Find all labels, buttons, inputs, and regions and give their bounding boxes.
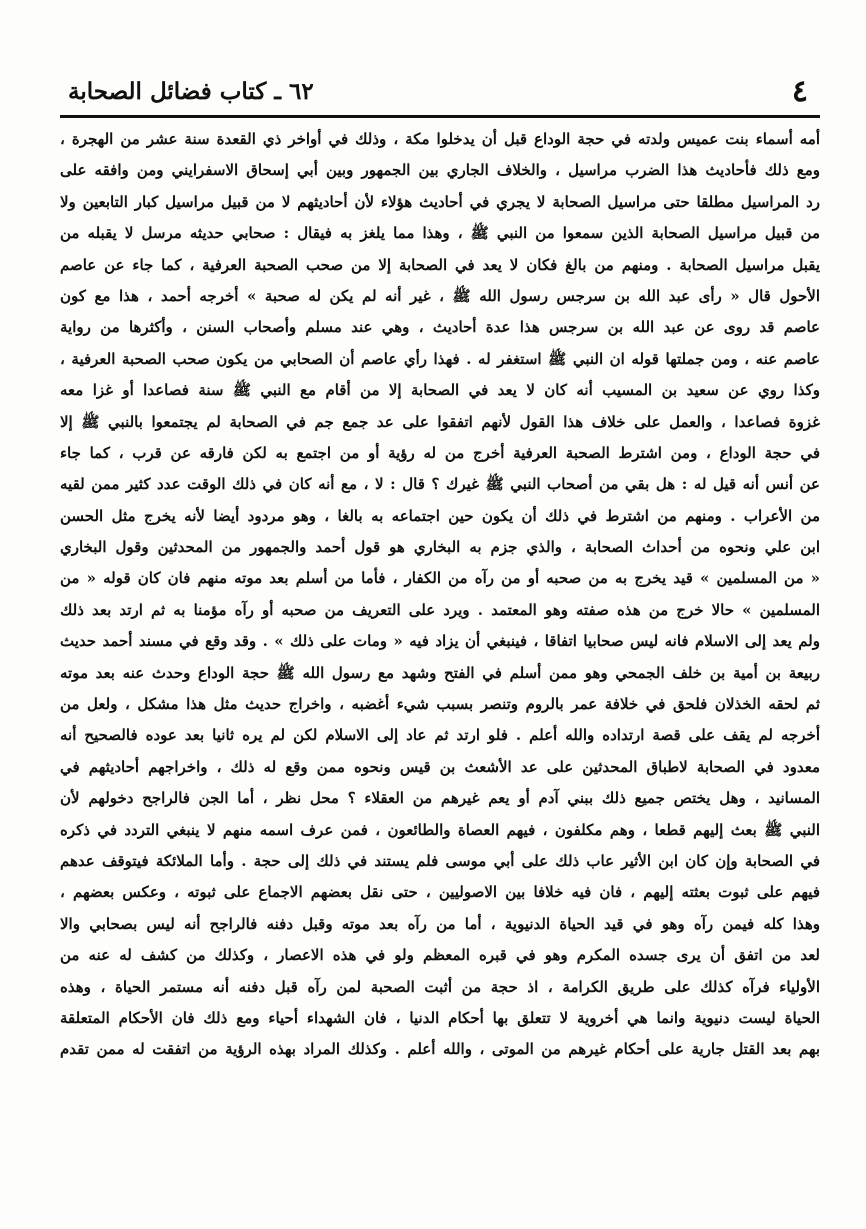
text-line: « من المسلمين » قيد يخرج به من صحبه أو من رآه من الكفار ، فأما من أسلم بعد موته منهم فان كان قوله « من — [60, 569, 820, 588]
text-line: أخرجه لم يقف على قصة ارتداده والله أعلم . فلو ارتد ثم عاد إلى الاسلام لكن لم يره ثانيا بعد عوده فالصحيح أنه — [60, 726, 820, 745]
page-header — [60, 72, 820, 112]
text-line: عن أنس أنه قيل له : هل بقي من أصحاب النبي ﷺ غيرك ؟ قال : لا ، مع أنه كان في ذلك الوقت عدد كثير ممن لقيه — [60, 475, 820, 494]
text-line: في حجة الوداع ، ومن اشترط الصحبة العرفية أخرج من له رؤية أو من اجتمع به لكن فارقه عن قرب ، كما جاء — [60, 443, 820, 462]
body-text — [60, 124, 820, 1066]
text-line: عاصم عنه ، ومن جملتها قوله ان النبي ﷺ استغفر له . فهذا رأي عاصم أن الصحابي من يكون صحب الصحبة العرفية ، — [60, 349, 820, 368]
text-line: ثم لحقه الخذلان فلحق في خلافة عمر بالروم وتنصر بسبب شيء أغضبه ، واخراج حديث مثل هذا مشكل ، ولعل من — [60, 695, 820, 714]
text-line: المسلمين » حالا خرج من هذه صفته وهو المعتمد . ويرد على التعريف من صحبه أو رآه مؤمنا به ثم ارتد بعد ذلك — [60, 600, 820, 619]
text-line: ومع ذلك فأحاديث هذا الضرب مراسيل ، والخلاف الجاري بين الجمهور وبين أبي إسحاق الاسفرايني ومن وافقه على — [60, 161, 820, 180]
text-line: رد المراسيل مطلقا حتى مراسيل الصحابة لا يجري في أحاديث هؤلاء لأن أحاديثهم لا من قبيل مراسيل كبار التابعين ولا — [60, 192, 820, 211]
text-line: الأحول قال « رأى عبد الله بن سرجس رسول الله ﷺ ، غير أنه لم يكن له صحبة » أخرجه أحمد ، هذا مع كون — [60, 286, 820, 305]
text-line: معدود في الصحابة لاطباق المحدثين على عد الأشعث بن قيس ونحوه ممن وقع له ذلك ، واخراجهم أحاديثهم في — [60, 757, 820, 776]
text-line: الأولياء فرآه كذلك على طريق الكرامة ، اذ حجة من أثبت الصحبة لمن رآه قبل دفنه أنه مستمر الحياة ، وهذه — [60, 977, 820, 996]
text-line: في الصحابة وإن كان ابن الأثير عاب ذلك على أبي موسى فلم يستند في ذلك إلى حجة . وأما الملائكة فيتوقف عدهم — [60, 851, 820, 870]
text-line: من الأعراب . ومنهم من اشترط في ذلك أن يكون حين اجتماعه به بالغا ، وهو مردود أيضا لأنه يخرج مثل الحسن — [60, 506, 820, 525]
text-line: عاصم قد روى عن عبد الله بن سرجس هذا عدة أحاديث ، وهي عند مسلم وأصحاب السنن ، وأكثرها من رواية — [60, 318, 820, 337]
text-line: غزوة فصاعدا ، والعمل على خلاف هذا القول لأنهم اتفقوا على عد جمع جم في الصحابة لم يجتمعوا بالنبي ﷺ إلا — [60, 412, 820, 431]
text-line: فيهم على ثبوت بعثته إليهم ، فان فيه خلافا بين الاصوليين ، حتى نقل بعضهم الاجماع على ثبوته ، وعكس بعضهم ، — [60, 883, 820, 902]
text-line: وهذا كله فيمن رآه وهو في قيد الحياة الدنيوية ، أما من رآه بعد موته وقبل دفنه فالراجح أنه ليس بصحابي والا — [60, 914, 820, 933]
text-line: وكذا روي عن سعيد بن المسيب أنه كان لا يعد في الصحابة إلا من أقام مع النبي ﷺ سنة فصاعدا أو غزا معه — [60, 381, 820, 400]
text-line: أمه أسماء بنت عميس ولدته في حجة الوداع قبل أن يدخلوا مكة ، وذلك في أواخر ذي القعدة سنة عشر من الهجرة ، — [60, 130, 820, 148]
text-line: ابن علي ونحوه من أحداث الصحابة ، والذي جزم به البخاري هو قول أحمد والجمهور من المحدثين وقول البخاري — [60, 538, 820, 557]
text-line: بهم بعد القتل جارية على أحكام غيرهم من الموتى ، والله أعلم . وكذلك المراد بهذه الرؤية من اتفقت له ممن تقدم — [60, 1040, 820, 1059]
page-number: ٤ — [791, 74, 808, 109]
text-line: المسانيد ، وهل يختص جميع ذلك ببني آدم أو يعم غيرهم من العقلاء ؟ محل نظر ، أما الجن فالراجح دخولهم لأن — [60, 789, 820, 808]
text-line: النبي ﷺ بعث إليهم قطعا ، وهم مكلفون ، فيهم العصاة والطائعون ، فمن عرف اسمه منهم لا ينبغي التردد في ذكره — [60, 820, 820, 839]
text-line: يقبل مراسيل الصحابة . ومنهم من بالغ فكان لا يعد في الصحابة إلا من صحب الصحبة العرفية ، كما جاء عن عاصم — [60, 255, 820, 274]
text-line: لعد من اتفق أن يرى جسده المكرم وهو في قبره المعظم ولو في هذه الاعصار ، وكذلك من كشف له عنه من — [60, 946, 820, 965]
text-line: من قبيل مراسيل الصحابة الذين سمعوا من النبي ﷺ ، وهذا مما يلغز به فيقال : صحابي حديثه مرسل لا يقبله من — [60, 224, 820, 243]
running-title: ٦٢ ـ كتاب فضائل الصحابة — [68, 78, 314, 105]
header-rule — [60, 115, 820, 118]
text-line: ولم يعد إلى الاسلام فانه ليس صحابيا اتفاقا ، فينبغي أن يزاد فيه « ومات على ذلك » . وقد وقع في مسند أحمد حديث — [60, 632, 820, 651]
text-line: ربيعة بن أمية بن خلف الجمحي وهو ممن أسلم في الفتح وشهد مع رسول الله ﷺ حجة الوداع وحدث عنه بعد موته — [60, 663, 820, 682]
text-line: الحياة ليست دنيوية وانما هي أخروية لا تتعلق بها أحكام الدنيا ، فان الشهداء أحياء ومع ذلك فان الأحكام المتعلقة — [60, 1008, 820, 1027]
